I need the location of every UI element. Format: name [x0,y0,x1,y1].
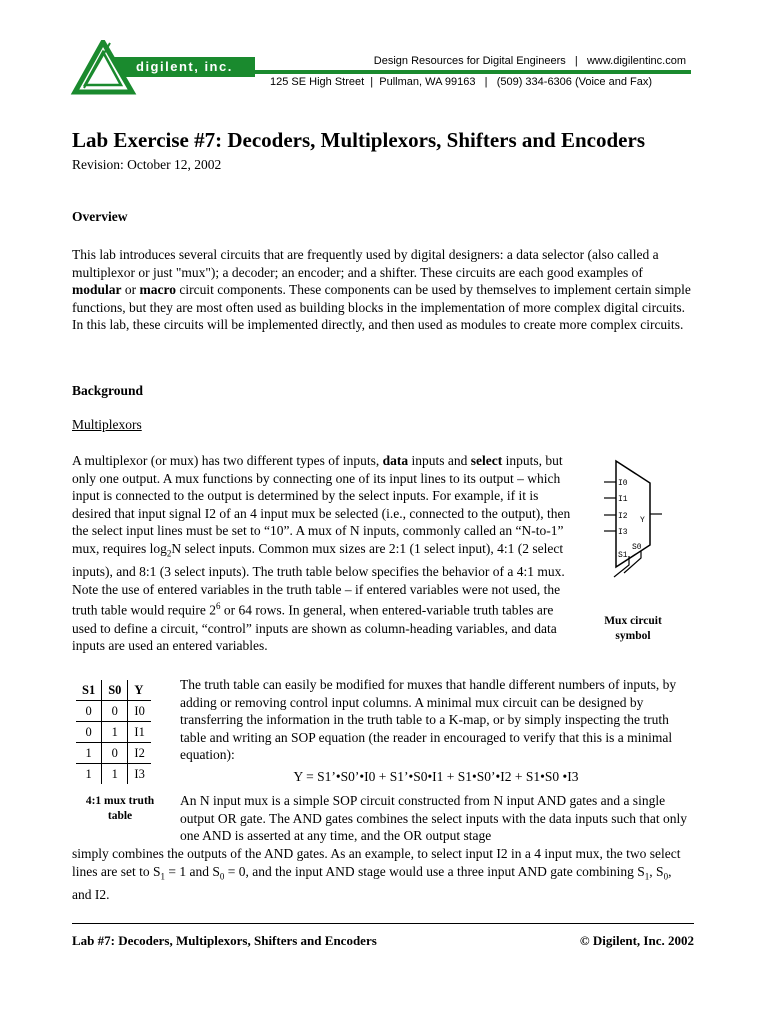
bold-term: data [382,453,409,468]
truth-table-caption [70,794,170,824]
subscript: 2 [166,548,172,559]
cell: I1 [128,722,151,743]
cell: 0 [76,701,102,722]
footer-copyright: © Digilent, Inc. 2002 [579,933,694,948]
pin-label-i1: I1 [618,495,628,504]
bold-term: modular [72,282,122,298]
cell: 0 [102,743,128,764]
text: simply combines the outputs of the AND gates. As an example, to select input I2 in a 4 input mux, the two select lines are set to S [72,846,681,879]
cell: 1 [76,743,102,764]
cell: 1 [102,722,128,743]
separator: | [370,76,374,88]
address: 125 SE High Street [270,76,365,88]
text: N select inputs. Common mux sizes are 2:1 (1 select input), 4:1 (2 select inputs), and 8:1 (3 select inputs). The truth table below specifies the behavior of a 4:1 mux. Note the use of entered variables in the truth table – if entered variables were not used, the truth table would require 2 [72,540,565,618]
separator: | [484,76,488,88]
footer-rule [72,923,694,924]
tagline: Design Resources for Digital Engineers [373,55,566,67]
subscript: 0 [663,871,669,882]
table-row [76,701,151,722]
column-header: S1 [76,680,102,701]
mux-paragraph [72,452,580,655]
header-rule [254,70,691,74]
cell: I0 [128,701,151,722]
cell: 1 [76,764,102,785]
sop-paragraph: An N input mux is a simple SOP circuit constructed from N input AND gates and a single output OR gate. The AND gates combines the select inputs with the data inputs such that only one AND is asserted at any time, and the OR output stage [180,793,688,844]
mux-circuit-symbol [594,455,674,585]
table-row [76,722,151,743]
table-row [76,743,151,764]
table-header-row [76,680,151,701]
text: inputs and [408,453,471,468]
column-header: S0 [102,680,128,701]
pin-label-y: Y [640,516,645,525]
mux-equation: Y = S1’•S0’•I0 + S1’•S0•I1 + S1•S0’•I2 + S1•S0 •I3 [293,769,579,784]
text: This lab introduces several circuits that are frequently used by digital designers: a data selector (also called a multiplexor or just "mux"); a decoder; an encoder; and a shifter. These circuits are each good examples of [72,247,659,280]
logo-text: digilent, inc. [136,59,233,74]
mux-symbol-caption [588,614,678,644]
caption-line: symbol [615,630,651,642]
background-heading: Background [72,383,144,398]
pin-label-s0: S0 [632,543,642,552]
text: , and I2. [72,863,672,902]
pin-label-i2: I2 [618,512,628,521]
cell: I2 [128,743,151,764]
bold-term: select [470,453,503,468]
mux-truth-table [76,680,151,784]
overview-paragraph [72,246,692,334]
overview-heading: Overview [72,209,128,224]
page-title: Lab Exercise #7: Decoders, Multiplexors, Shifters and Encoders [72,128,645,152]
cell: I3 [134,766,145,781]
caption-line: table [107,810,133,822]
multiplexors-subheading: Multiplexors [72,417,142,432]
text: inputs, but only one output. A mux functions by connecting one of its input lines to its output – which input is connected to the output is determined by the select inputs. For example, if it is desired that input signal I2 of an 4 input mux be selected (i.e., connected to the output), then the select input lines must be set to “10”. A mux of N inputs, commonly called an “N-to-1” mux, requires log [72,453,571,556]
pin-label-i0: I0 [618,479,628,488]
cell: 0 [76,722,102,743]
city: Pullman, WA 99163 [379,76,476,88]
subscript: 1 [160,871,165,882]
text: = 0, and the input AND stage would use a three input AND gate combining S [224,863,645,879]
text: A multiplexor (or mux) has two different types of inputs, [72,453,383,468]
caption-line: Mux circuit [604,615,662,627]
revision-date: Revision: October 12, 2002 [72,157,222,172]
bold-term: macro [139,282,177,298]
subscript: 0 [219,871,225,882]
subscript: 1 [644,871,650,882]
text: or 64 rows. In general, when entered-variable truth tables are used to define a circuit, “control” inputs are shown as column-heading variables, and data inputs are used an entered variables. [72,602,557,654]
cell: 0 [102,701,128,722]
header-tagline-line [374,55,686,67]
letterhead [0,0,768,100]
caption-line: 4:1 mux truth [85,795,155,807]
phone: (509) 334-6306 (Voice and Fax) [496,76,653,88]
text: = 1 and S [164,863,220,879]
superscript: 6 [215,601,221,612]
text: or [121,282,140,298]
column-header: Y [128,680,151,701]
header-address-line [270,76,652,88]
text: , S [649,863,664,879]
footer-left: Lab #7: Decoders, Multiplexors, Shifters and Encoders [72,933,377,948]
separator: | [574,55,578,67]
pin-label-i3: I3 [618,528,628,537]
continuation-paragraph [72,845,694,903]
text: circuit components. These components can be used by themselves to implement certain simple functions, but they are most often used as building blocks in the implementation of more complex digital circuits. In this lab, these circuits will be implemented directly, and then used as modules to create more complex circuits. [72,282,691,333]
table-row [76,764,151,785]
pin-label-s1: S1 [618,551,628,560]
website-link[interactable]: www.digilentinc.com [586,55,686,67]
truth-table-paragraph: The truth table can easily be modified for muxes that handle different numbers of inputs, by adding or removing control input columns. A minimal mux circuit can be designed by transferring the information in the truth table to a K-map, or by simply inspecting the truth table and writing an SOP equation (the reader in encouraged to verify that this is a minimal equation): [180,677,677,763]
cell: 1 [102,764,128,785]
